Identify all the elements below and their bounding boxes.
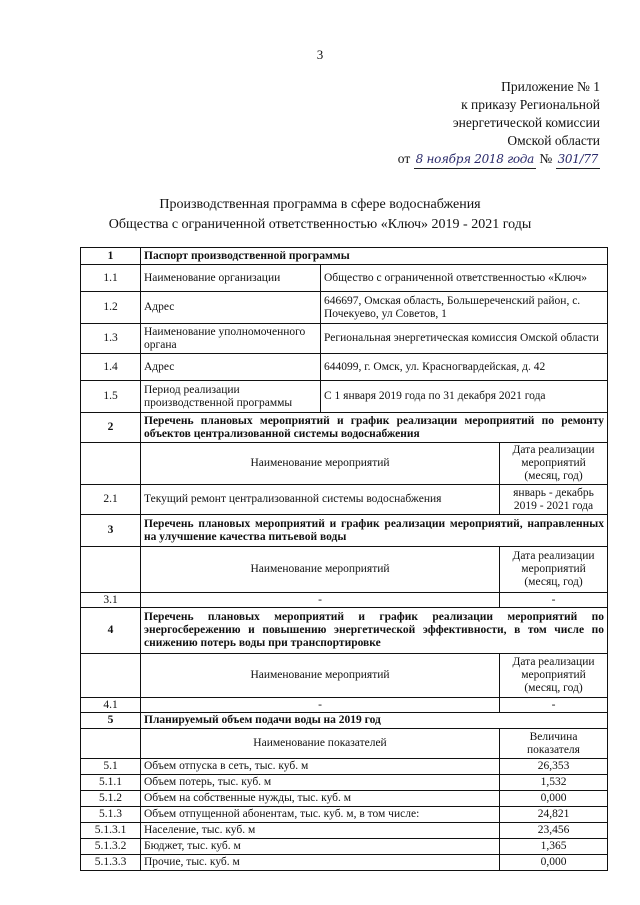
row-value: С 1 января 2019 года по 31 декабря 2021 года: [321, 381, 608, 413]
row-number: 5.1.3: [81, 807, 141, 823]
row-name: Население, тыс. куб. м: [141, 823, 500, 839]
appendix-line-2: к приказу Региональной: [461, 97, 600, 112]
appendix-block: [398, 78, 600, 169]
row-value: Общество с ограниченной ответственностью «Ключ»: [321, 265, 608, 292]
row-name: -: [141, 698, 500, 713]
row-name: Объем на собственные нужды, тыс. куб. м: [141, 791, 500, 807]
title-line-1: Производственная программа в сфере водоснабжения: [159, 197, 481, 212]
row-date: -: [500, 593, 608, 608]
table-row: [81, 324, 608, 354]
row-name: Прочие, тыс. куб. м: [141, 855, 500, 871]
row-value: 26,353: [500, 759, 608, 775]
section-number: 2: [81, 413, 141, 443]
table-row: [81, 823, 608, 839]
row-number: 5.1.3.1: [81, 823, 141, 839]
row-number: 1.4: [81, 354, 141, 381]
page-number: 3: [316, 47, 324, 62]
appendix-line-4: Омской области: [507, 133, 600, 148]
row-value: 1,365: [500, 839, 608, 855]
row-number: 1.1: [81, 265, 141, 292]
row-number: 5.1.2: [81, 791, 141, 807]
section-number: 5: [81, 713, 141, 729]
row-value: 1,532: [500, 775, 608, 791]
section-title: Перечень плановых мероприятий и график реализации мероприятий по энергосбережению и повышению энергетической эффективности, в том числе по снижению потерь воды при транспортировке: [141, 608, 608, 654]
appendix-line-3: энергетической комиссии: [452, 115, 600, 130]
document-title: [0, 195, 640, 235]
row-value: 23,456: [500, 823, 608, 839]
section-5-header: [81, 713, 608, 729]
order-number-handwritten: 301/77: [556, 150, 600, 169]
order-no: №: [539, 151, 553, 166]
appendix-line-1: Приложение № 1: [501, 79, 600, 94]
column-header-date: Дата реализации мероприятий (месяц, год): [500, 547, 608, 593]
row-name: Текущий ремонт централизованной системы водоснабжения: [141, 485, 500, 515]
table-row: [81, 265, 608, 292]
row-date: -: [500, 698, 608, 713]
row-name: Объем отпущенной абонентам, тыс. куб. м, в том числе:: [141, 807, 500, 823]
row-value: 646697, Омская область, Большереченский район, с. Почекуево, ул Советов, 1: [321, 292, 608, 324]
column-header-date: Дата реализации мероприятий (месяц, год): [500, 654, 608, 698]
row-value: 0,000: [500, 855, 608, 871]
table-row: [81, 759, 608, 775]
table-row: [81, 839, 608, 855]
appendix-order-line: [398, 150, 600, 169]
table-row: [81, 791, 608, 807]
row-number: 5.1.1: [81, 775, 141, 791]
section-number: 1: [81, 248, 141, 265]
row-number: 1.2: [81, 292, 141, 324]
table-row: [81, 593, 608, 608]
section-number: 3: [81, 515, 141, 547]
row-number: 5.1.3.3: [81, 855, 141, 871]
column-header-name: Наименование мероприятий: [141, 547, 500, 593]
section-1-header: [81, 248, 608, 265]
section-title: Перечень плановых мероприятий и график реализации мероприятий, направленных на улучшение качества питьевой воды: [141, 515, 608, 547]
section-4-header: [81, 608, 608, 654]
row-label: Адрес: [141, 354, 321, 381]
row-value: 0,000: [500, 791, 608, 807]
table-row: [81, 485, 608, 515]
production-program-table: [80, 247, 608, 871]
section-3-header: [81, 515, 608, 547]
row-label: Адрес: [141, 292, 321, 324]
row-number: 2.1: [81, 485, 141, 515]
row-number: 5.1: [81, 759, 141, 775]
row-number: 1.5: [81, 381, 141, 413]
row-number: 3.1: [81, 593, 141, 608]
row-name: Объем отпуска в сеть, тыс. куб. м: [141, 759, 500, 775]
row-value: 24,821: [500, 807, 608, 823]
table-row: [81, 698, 608, 713]
table-row: [81, 381, 608, 413]
column-header-date: Дата реализации мероприятий (месяц, год): [500, 443, 608, 485]
table-row: [81, 807, 608, 823]
order-ot: от: [397, 151, 411, 166]
row-number: 4.1: [81, 698, 141, 713]
title-line-2: Общества с ограниченной ответственностью «Ключ» 2019 - 2021 годы: [108, 217, 532, 232]
row-name: -: [141, 593, 500, 608]
row-label: Период реализации производственной программы: [141, 381, 321, 413]
row-name: Бюджет, тыс. куб. м: [141, 839, 500, 855]
section-title: Паспорт производственной программы: [141, 248, 608, 265]
column-header-name: Наименование мероприятий: [141, 654, 500, 698]
order-date-handwritten: 8 ноября 2018 года: [414, 150, 536, 169]
column-header-name: Наименование мероприятий: [141, 443, 500, 485]
row-name: Объем потерь, тыс. куб. м: [141, 775, 500, 791]
column-header-row: [81, 654, 608, 698]
column-header-row: [81, 729, 608, 759]
section-2-header: [81, 413, 608, 443]
column-header-row: [81, 443, 608, 485]
row-number: 5.1.3.2: [81, 839, 141, 855]
row-value: Региональная энергетическая комиссия Омской области: [321, 324, 608, 354]
section-title: Перечень плановых мероприятий и график реализации мероприятий по ремонту объектов централизованной системы водоснабжения: [141, 413, 608, 443]
table-row: [81, 292, 608, 324]
section-title: Планируемый объем подачи воды на 2019 год: [141, 713, 608, 729]
table-row: [81, 855, 608, 871]
row-number: 1.3: [81, 324, 141, 354]
table-row: [81, 354, 608, 381]
row-date: январь - декабрь 2019 - 2021 года: [500, 485, 608, 515]
volume-rows: [81, 759, 608, 871]
table-row: [81, 775, 608, 791]
row-label: Наименование организации: [141, 265, 321, 292]
row-label: Наименование уполномоченного органа: [141, 324, 321, 354]
row-value: 644099, г. Омск, ул. Красногвардейская, д. 42: [321, 354, 608, 381]
column-header-name: Наименование показателей: [141, 729, 500, 759]
column-header-value: Величина показателя: [500, 729, 608, 759]
section-number: 4: [81, 608, 141, 654]
column-header-row: [81, 547, 608, 593]
